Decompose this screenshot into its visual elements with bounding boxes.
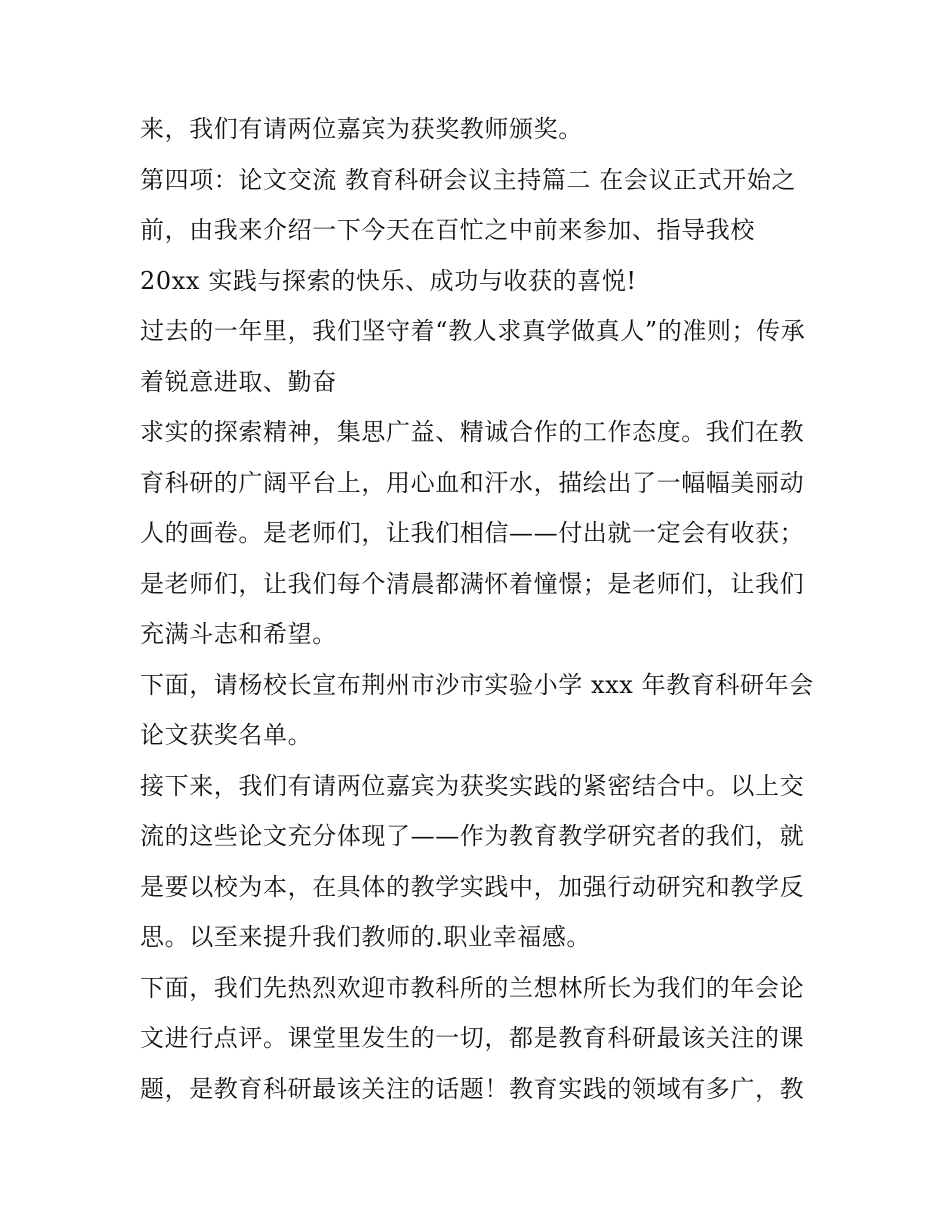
text-line-16: 是要以校为本，在具体的教学实践中，加强行动研究和教学反	[140, 872, 805, 901]
text-line-4: 20xx 实践与探索的快乐、成功与收获的喜悦!	[140, 266, 637, 295]
body-text	[140, 104, 820, 1114]
text-line-11: 充满斗志和希望。	[140, 620, 337, 648]
text-line-17: 思。以至来提升我们教师的.职业幸福感。	[140, 923, 592, 951]
text-line-8: 育科研的广阔平台上，用心血和汗水，描绘出了一幅幅美丽动	[140, 468, 805, 497]
text-line-19: 文进行点评。课堂里发生的一切，都是教育科研最该关注的课	[140, 1024, 805, 1052]
text-line-13: 论文获奖名单。	[140, 721, 313, 749]
text-line-5: 过去的一年里，我们坚守着“教人求真学做真人”的准则；传承	[140, 317, 806, 345]
text-line-18: 下面，我们先热烈欢迎市教科所的兰想林所长为我们的年会论	[140, 973, 805, 1002]
text-line-10: 是老师们，让我们每个清晨都满怀着憧憬；是老师们，让我们	[140, 569, 805, 598]
text-line-20: 题，是教育科研最该关注的话题！教育实践的领域有多广，教	[140, 1074, 805, 1103]
text-line-1: 来，我们有请两位嘉宾为获奖教师颁奖。	[140, 115, 583, 143]
text-line-3: 前，由我来介绍一下今天在百忙之中前来参加、指导我校	[140, 216, 755, 244]
text-line-2: 第四项：论文交流 教育科研会议主持篇二 在会议正式开始之	[140, 165, 797, 194]
text-line-7: 求实的探索精神，集思广益、精诚合作的工作态度。我们在教	[140, 418, 805, 446]
text-line-6: 着锐意进取、勤奋	[140, 367, 337, 396]
text-line-14: 接下来，我们有请两位嘉宾为获奖实践的紧密结合中。以上交	[140, 771, 805, 800]
text-line-15: 流的这些论文充分体现了——作为教育教学研究者的我们，就	[140, 822, 805, 850]
text-line-12: 下面，请杨校长宣布荆州市沙市实验小学 xxx 年教育科研年会	[140, 670, 814, 699]
text-line-9: 人的画卷。是老师们，让我们相信——付出就一定会有收获；	[140, 519, 805, 547]
